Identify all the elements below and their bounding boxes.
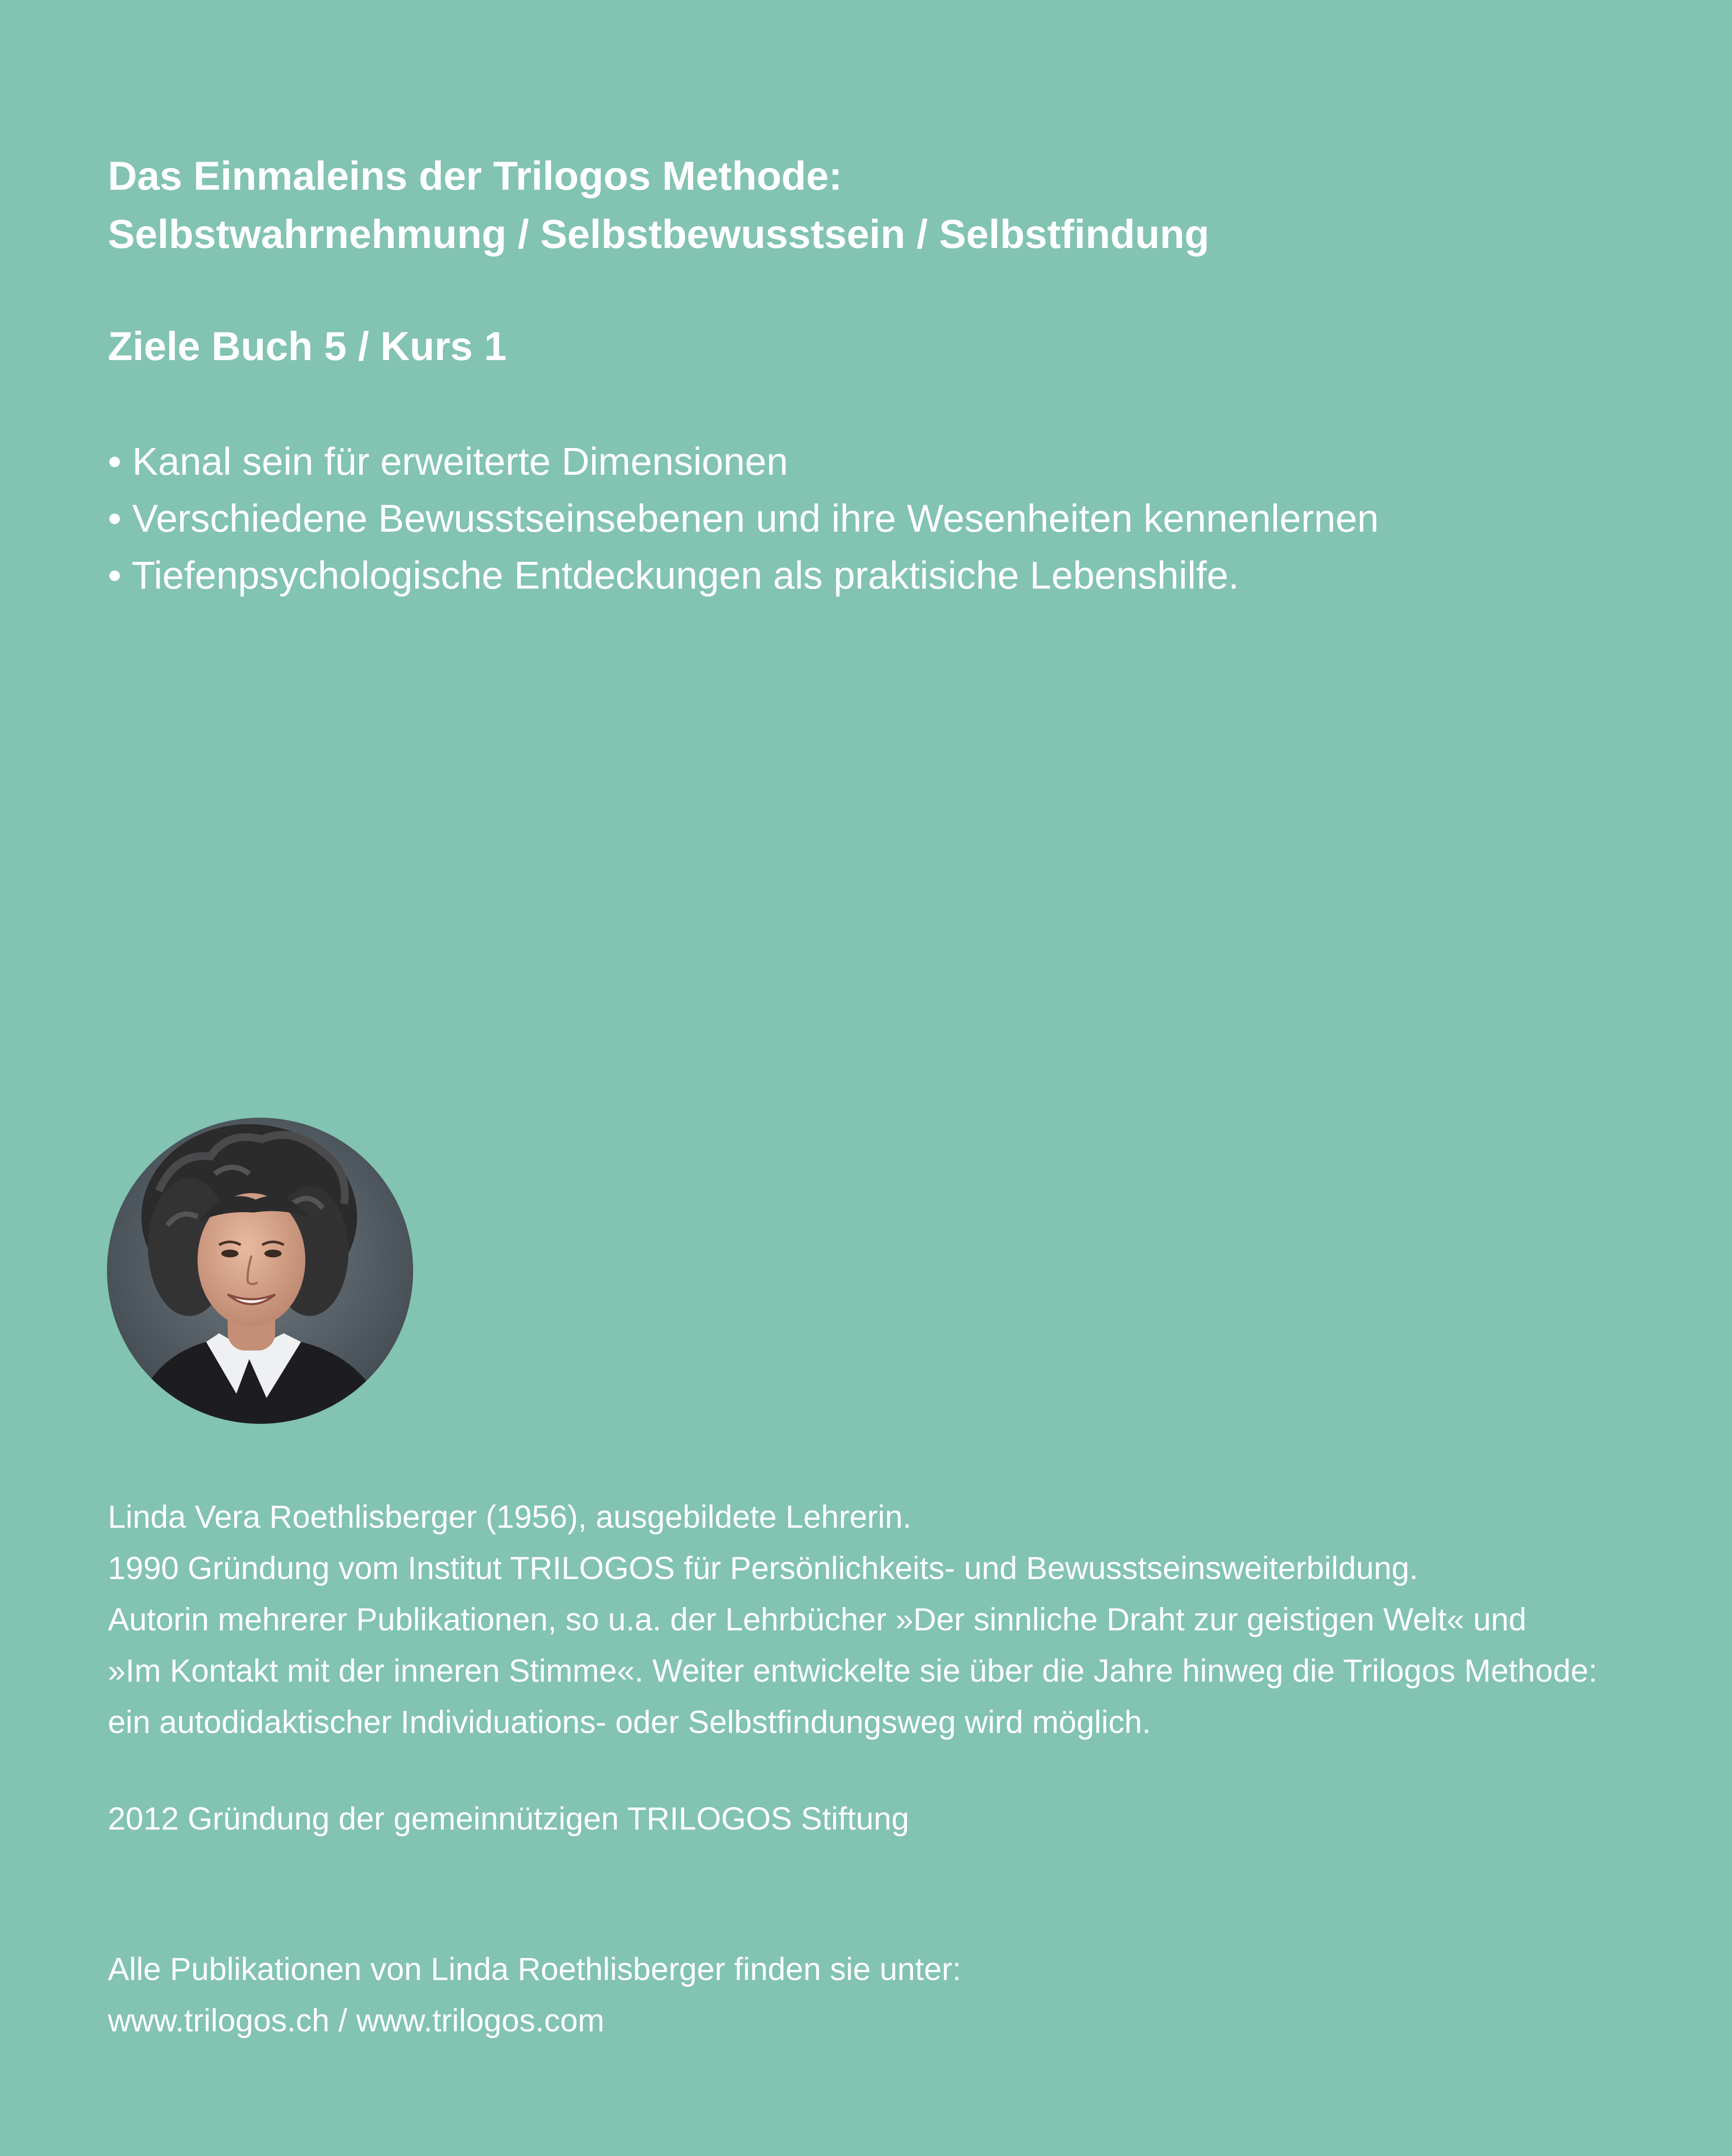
goal-item: • Kanal sein für erweiterte Dimensionen (108, 440, 788, 483)
goal-item: • Tiefenpsychologische Entdeckungen als praktisiche Lebenshilfe. (108, 554, 1239, 597)
goals-list (108, 433, 1379, 604)
publications-note (108, 1943, 961, 2046)
cover-heading (108, 147, 1209, 263)
goal-item: • Verschiedene Bewusstseinsebenen und ihre Wesenheiten kennenlernen (108, 497, 1379, 540)
heading-line-2: Selbstwahrnehmung / Selbstbewusstsein / Selbstfindung (108, 211, 1210, 257)
foundation-note: 2012 Gründung der gemeinnützigen TRILOGOS Stiftung (108, 1801, 909, 1836)
bio-line: ein autodidaktischer Individuations- oder Selbstfindungsweg wird möglich. (108, 1704, 1151, 1740)
goals-heading: Ziele Buch 5 / Kurs 1 (108, 323, 507, 369)
author-photo (107, 1118, 413, 1424)
author-bio (108, 1491, 1597, 1748)
author-portrait-illustration (107, 1118, 413, 1424)
bio-line: Linda Vera Roethlisberger (1956), ausgebildete Lehrerin. (108, 1499, 912, 1535)
bio-line: 1990 Gründung vom Institut TRILOGOS für Persönlichkeits- und Bewusstseinsweiterbildung. (108, 1550, 1418, 1586)
bio-line: Autorin mehrerer Publikationen, so u.a. der Lehrbücher »Der sinnliche Draht zur geistigen Welt« und (108, 1601, 1527, 1637)
heading-line-1: Das Einmaleins der Trilogos Methode: (108, 153, 842, 198)
bio-line: »Im Kontakt mit der inneren Stimme«. Weiter entwickelte sie über die Jahre hinweg die Trilogos Methode: (108, 1653, 1597, 1689)
publications-urls: www.trilogos.ch / www.trilogos.com (108, 2002, 605, 2038)
publications-intro: Alle Publikationen von Linda Roethlisberger finden sie unter: (108, 1951, 961, 1987)
